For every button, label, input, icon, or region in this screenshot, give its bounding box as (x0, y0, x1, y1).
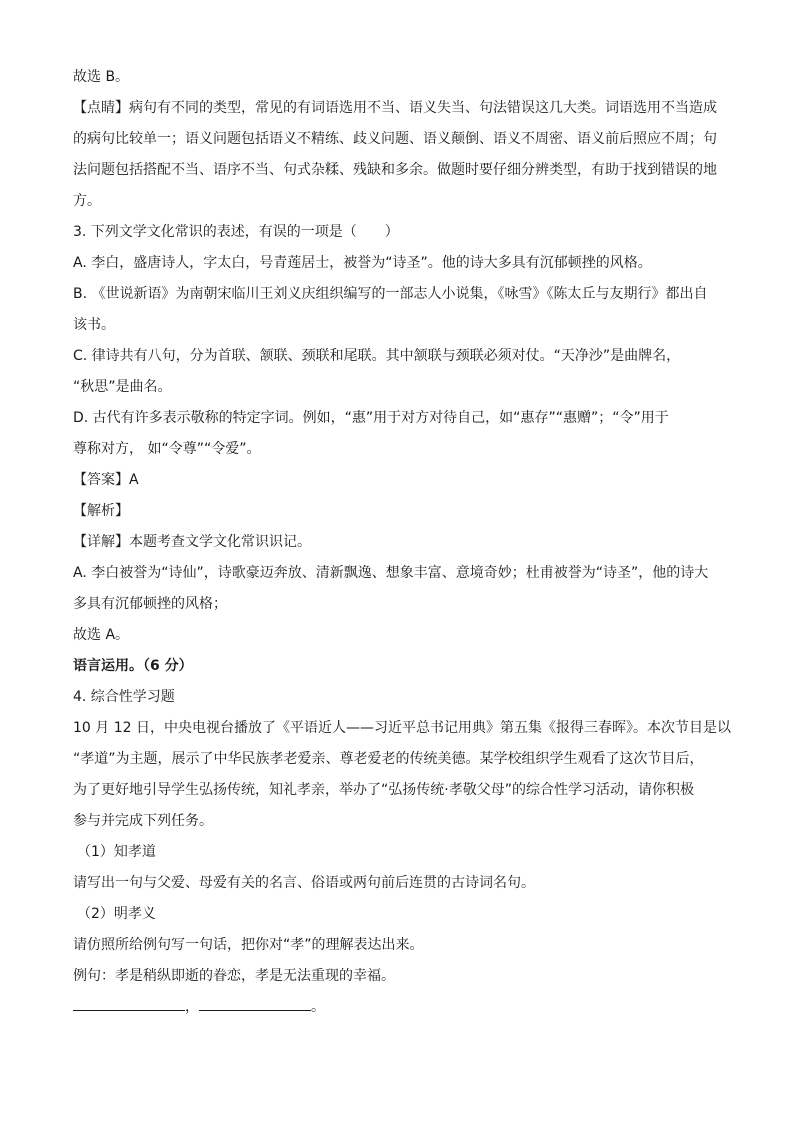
example-sentence: 例句：孝是稍纵即逝的眷恋，孝是无法重现的幸福。 (73, 968, 395, 984)
subtask-1-title: （1）知孝道 (77, 844, 156, 860)
option-d-line-1: D. 古代有许多表示敬称的特定字词。例如，“惠”用于对方对待自己，如“惠存”“惠赠”；“令”用于 (73, 410, 669, 426)
text-line-tip-3: 法问题包括搭配不当、语序不当、句式杂糅、残缺和多余。做题时要仔细分辨类型，有助于找到错误的地 (73, 162, 717, 178)
answer-blank-2[interactable] (199, 994, 311, 1011)
answer-blank-1[interactable] (73, 994, 185, 1011)
text-line-tip-2: 的病句比较单一；语义问题包括语义不精练、歧义问题、语义颠倒、语义不周密、语义前后照应不周；句 (73, 131, 717, 147)
detail-line-2: 多具有沉郁顿挫的风格； (73, 596, 227, 612)
question-4-intro-3: 为了更好地引导学生弘扬传统，知礼孝亲，举办了“弘扬传统·孝敬父母”的综合性学习活动，请你积极 (73, 782, 694, 798)
document-page (73, 62, 731, 1023)
answer-period: 。 (311, 999, 325, 1015)
answer-blank-line (73, 992, 723, 1023)
question-4-intro-4: 参与并完成下列任务。 (73, 813, 213, 829)
option-c-line-2: “秋思”是曲名。 (73, 379, 172, 395)
option-b-line-2: 该书。 (73, 317, 115, 333)
subtask-1-prompt: 请写出一句与父爱、母爱有关的名言、俗语或两句前后连贯的古诗词名句。 (73, 875, 535, 891)
question-3-stem: 3. 下列文学文化常识的表述，有误的一项是（ ） (73, 224, 399, 240)
detail-label: 【详解】本题考查文学文化常识识记。 (73, 534, 311, 550)
section-heading-language-use: 语言运用。（6 分） (73, 658, 193, 674)
text-line-tip-1: 【点睛】病句有不同的类型，常见的有词语选用不当、语义失当、句法错误这几大类。词语选用不当造成 (73, 100, 717, 116)
answer-comma: ， (185, 999, 199, 1015)
option-b-line-1: B. 《世说新语》为南朝宋临川王刘义庆组织编写的一部志人小说集，《咏雪》《陈太丘与友期行》都出自 (73, 286, 708, 302)
question-4-intro-1: 10 月 12 日，中央电视台播放了《平语近人——习近平总书记用典》第五集《报得三春晖》。本次节目是以 (73, 720, 731, 736)
answer-label: 【答案】A (73, 472, 139, 488)
option-a: A. 李白，盛唐诗人，字太白，号青莲居士，被誉为“诗圣”。他的诗大多具有沉郁顿挫的风格。 (73, 255, 652, 271)
detail-line-1: A. 李白被誉为“诗仙”，诗歌豪迈奔放、清新飘逸、想象丰富、意境奇妙；杜甫被誉为“诗圣”，他的诗大 (73, 565, 709, 581)
option-c-line-1: C. 律诗共有八句，分为首联、颔联、颈联和尾联。其中颔联与颈联必须对仗。“天净沙”是曲牌名， (73, 348, 681, 364)
text-line-tip-4: 方。 (73, 193, 101, 209)
question-4-intro-2: “孝道”为主题，展示了中华民族孝老爱亲、尊老爱老的传统美德。某学校组织学生观看了这次节目后， (73, 751, 704, 767)
subtask-2-title: （2）明孝义 (77, 906, 156, 922)
subtask-2-prompt: 请仿照所给例句写一句话，把你对“孝”的理解表达出来。 (73, 937, 424, 953)
text-line-conclusion-a: 故选 A。 (73, 627, 130, 643)
analysis-label: 【解析】 (73, 503, 129, 519)
question-4-title: 4. 综合性学习题 (73, 689, 175, 705)
option-d-line-2: 尊称对方， 如“令尊”“令爱”。 (73, 441, 261, 457)
text-line-conclusion-b: 故选 B。 (73, 69, 130, 85)
